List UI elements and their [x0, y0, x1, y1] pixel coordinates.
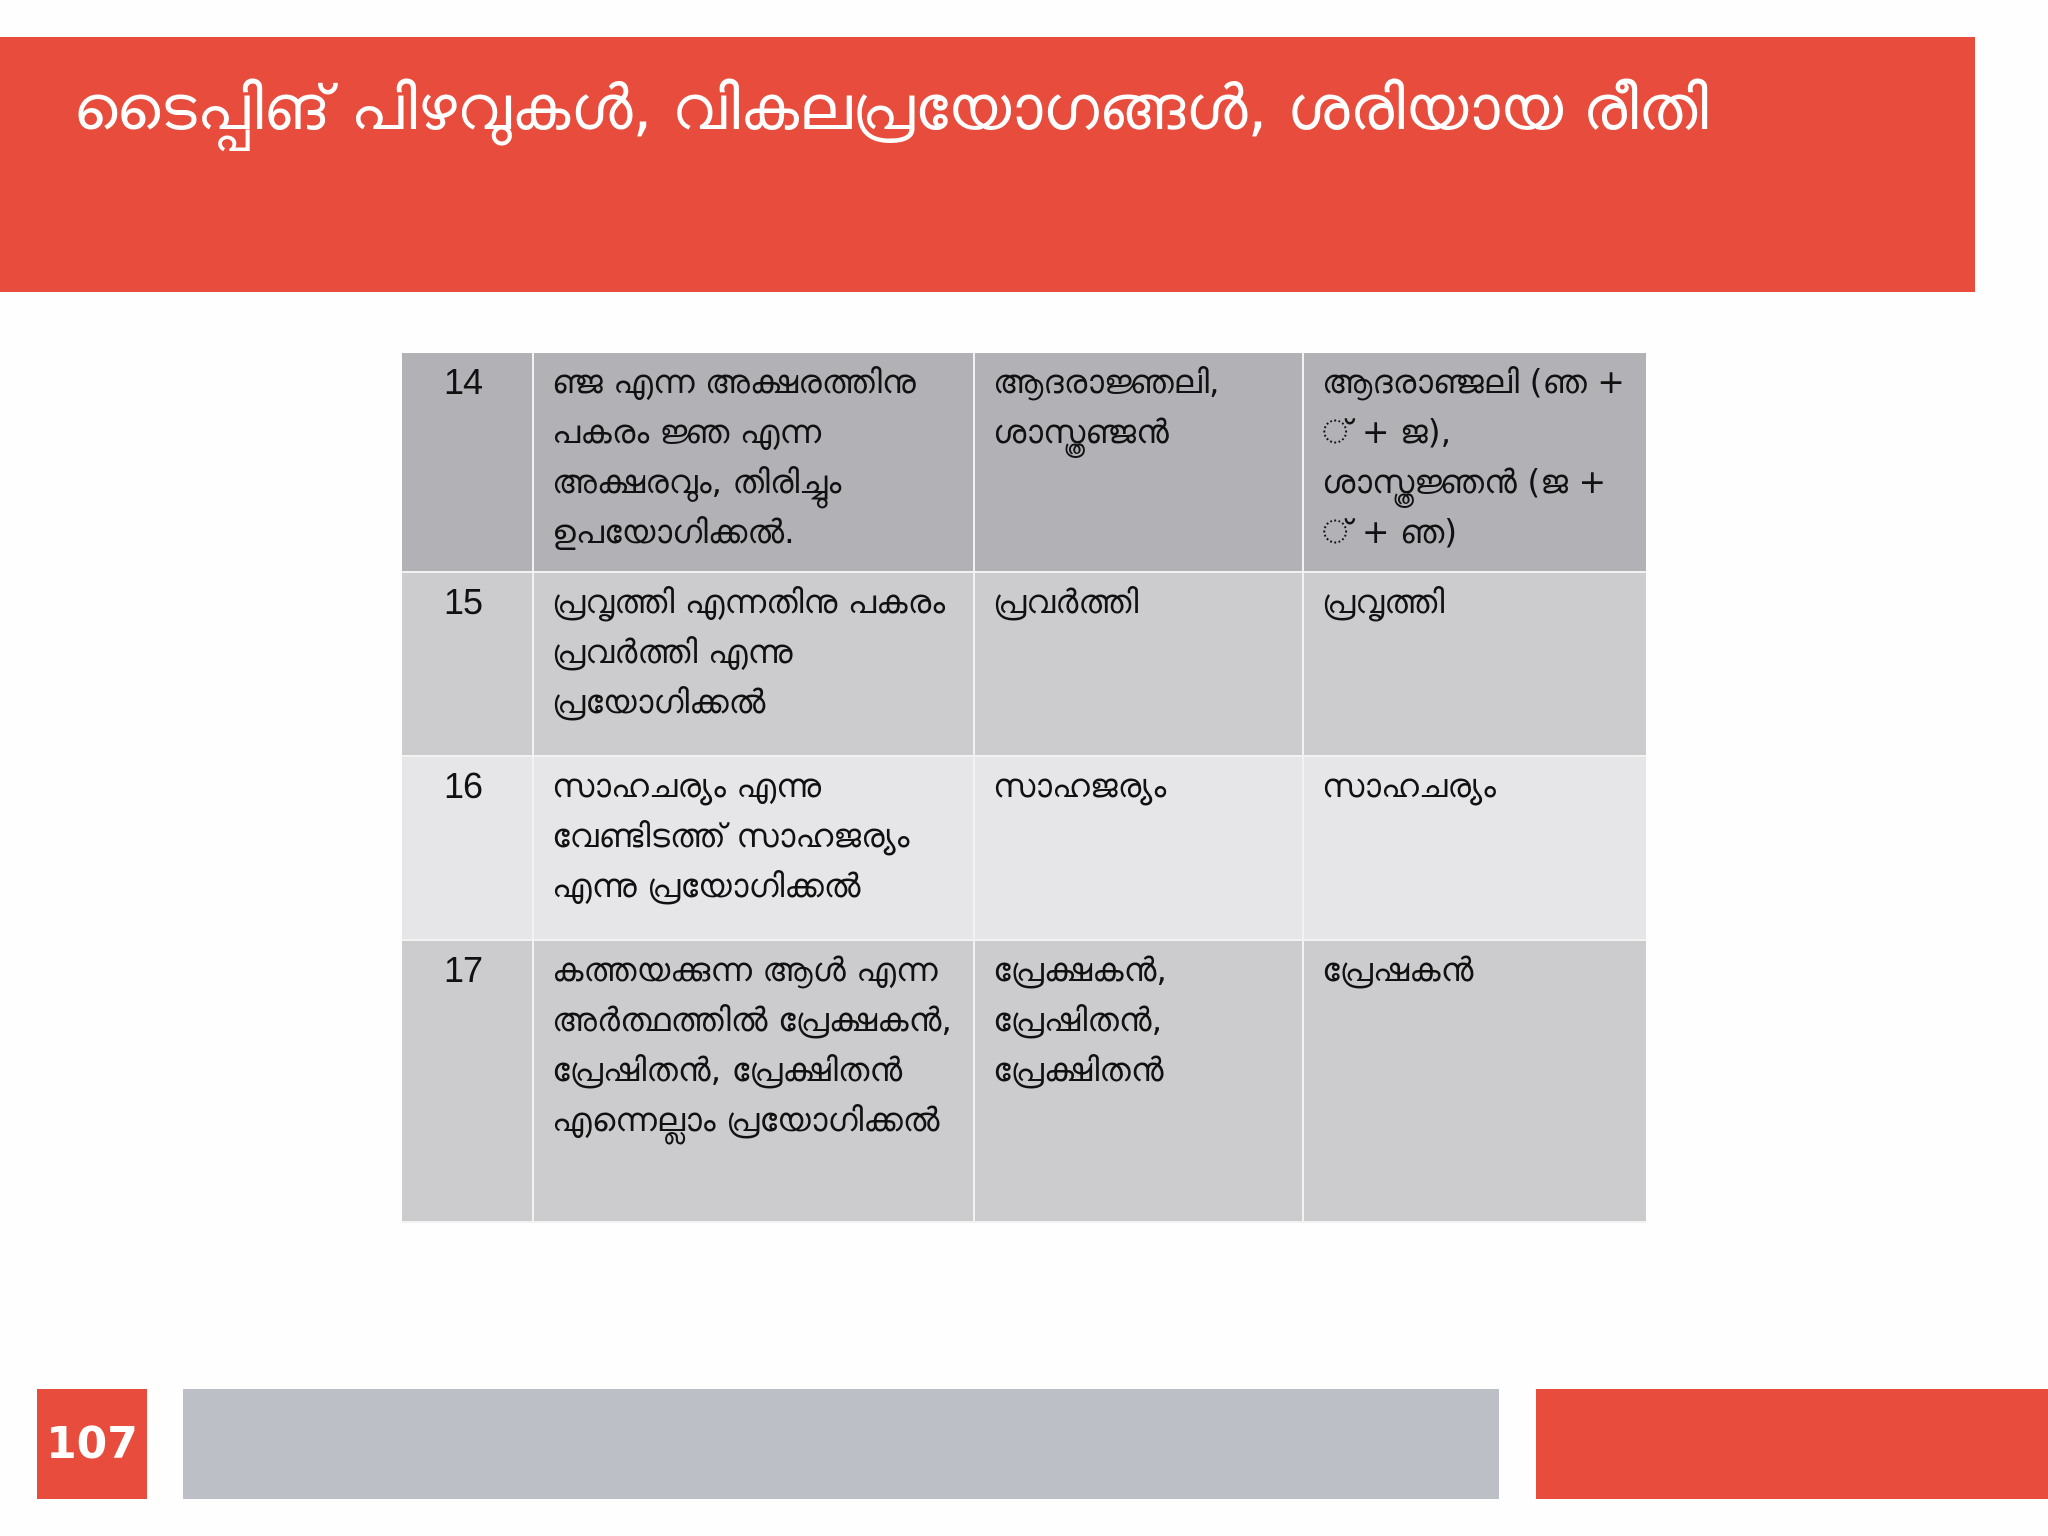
table-row	[402, 756, 1646, 940]
wrong-usage-cell: പ്രവർത്തി	[974, 572, 1303, 756]
footer-accent-bar	[1536, 1389, 2048, 1499]
description-cell: സാഹചര്യം എന്നു വേണ്ടിടത്ത് സാഹജര്യം എന്നു പ്രയോഗിക്കൽ	[533, 756, 974, 940]
row-number: 15	[443, 581, 483, 622]
correct-usage-cell: ആദരാഞ്ജലി (ഞ + ് + ജ), ശാസ്ത്രജ്ഞൻ (ജ + ് + ഞ)	[1303, 353, 1646, 572]
description-cell: ഞ്ജ എന്ന അക്ഷരത്തിനു പകരം ജ്ഞ എന്ന അക്ഷരവും, തിരിച്ചും ഉപയോഗിക്കൽ.	[533, 353, 974, 572]
table-row	[402, 572, 1646, 756]
wrong-usage-cell: സാഹജര്യം	[974, 756, 1303, 940]
correct-usage-cell: പ്രേഷകൻ	[1303, 940, 1646, 1222]
footer-bar	[183, 1389, 1499, 1499]
correct-usage-cell: പ്രവൃത്തി	[1303, 572, 1646, 756]
row-number-cell	[402, 940, 533, 1222]
table-row	[402, 353, 1646, 572]
slide-title: ടൈപ്പിങ് പിഴവുകൾ, വികലപ്രയോഗങ്ങൾ, ശരിയായ രീതി	[73, 71, 1709, 144]
description-cell: പ്രവൃത്തി എന്നതിനു പകരം പ്രവർത്തി എന്നു പ്രയോഗിക്കൽ	[533, 572, 974, 756]
table-row	[402, 940, 1646, 1222]
description-cell: കത്തയക്കുന്ന ആൾ എന്ന അർത്ഥത്തിൽ പ്രേക്ഷകൻ, പ്രേഷിതൻ, പ്രേക്ഷിതൻ എന്നെല്ലാം പ്രയോഗിക്കൽ	[533, 940, 974, 1222]
row-number-cell	[402, 572, 533, 756]
row-number-cell	[402, 756, 533, 940]
wrong-usage-cell: പ്രേക്ഷകൻ, പ്രേഷിതൻ, പ്രേക്ഷിതൻ	[974, 940, 1303, 1222]
error-table	[402, 353, 1646, 1223]
row-number: 14	[443, 361, 483, 402]
correct-usage-cell: സാഹചര്യം	[1303, 756, 1646, 940]
page-number: 107	[37, 1389, 147, 1499]
row-number: 17	[443, 949, 483, 990]
row-number: 16	[443, 765, 483, 806]
row-number-cell	[402, 353, 533, 572]
wrong-usage-cell: ആദരാജ്ഞലി, ശാസ്ത്രഞ്ജൻ	[974, 353, 1303, 572]
